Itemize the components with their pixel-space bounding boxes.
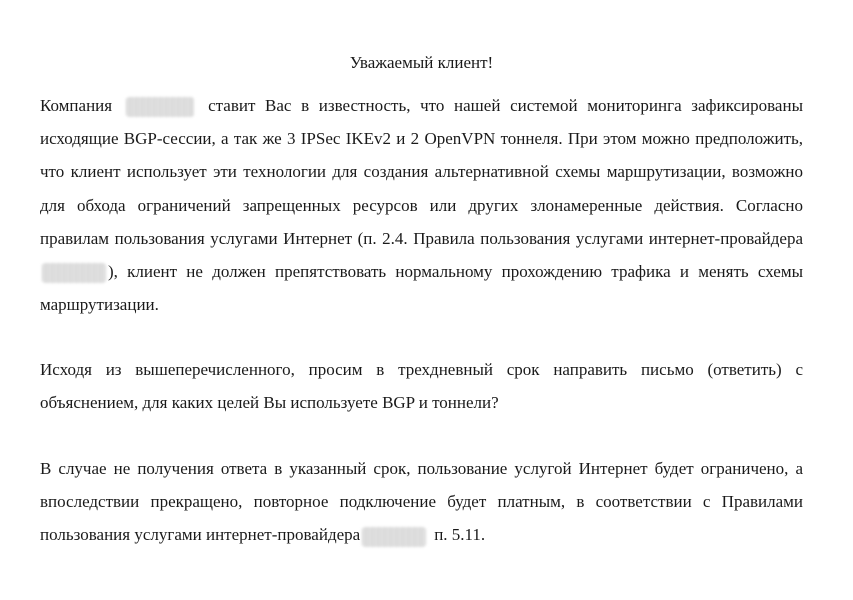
letter-greeting: Уважаемый клиент! xyxy=(349,53,494,72)
redacted-provider-name xyxy=(42,263,106,283)
paragraph-notice-end: ), клиент не должен препятствовать нормальному прохождению трафика и менять схемы маршрутизации. xyxy=(40,262,803,315)
paragraph-notice-start: Компания xyxy=(40,96,113,115)
paragraph-warning-body: В случае не получения ответа в указанный срок, пользование услугой Интернет будет ограничено, а впоследствии прекращено, повторное подключение будет платным, в соответствии с Правилами пользования услугами интернет-провайдера xyxy=(40,459,803,545)
paragraph-warning xyxy=(40,452,803,552)
paragraph-notice-body: ставит Вас в известность, что нашей системой мониторинга зафиксированы исходящие BGP-сессии, а так же 3 IPSec IKEv2 и 2 OpenVPN тоннеля. При этом можно предположить, что клиент использует эти технологии для создания альтернативной схемы маршрутизации, возможно для обхода ограничений запрещенных ресурсов или других злонамеренные действия. Согласно правилам пользования услугами Интернет (п. 2.4. Правила пользования услугами интернет-провайдера xyxy=(40,96,803,248)
redacted-provider-name-2 xyxy=(362,527,426,547)
redacted-company-name xyxy=(126,97,194,117)
paragraph-request: Исходя из вышеперечисленного, просим в трехдневный срок направить письмо (ответить) с объяснением, для каких целей Вы используете BGP и тоннели? xyxy=(40,360,803,413)
paragraph-warning-clause: п. 5.11. xyxy=(434,525,486,545)
paragraph-notice xyxy=(40,89,803,321)
